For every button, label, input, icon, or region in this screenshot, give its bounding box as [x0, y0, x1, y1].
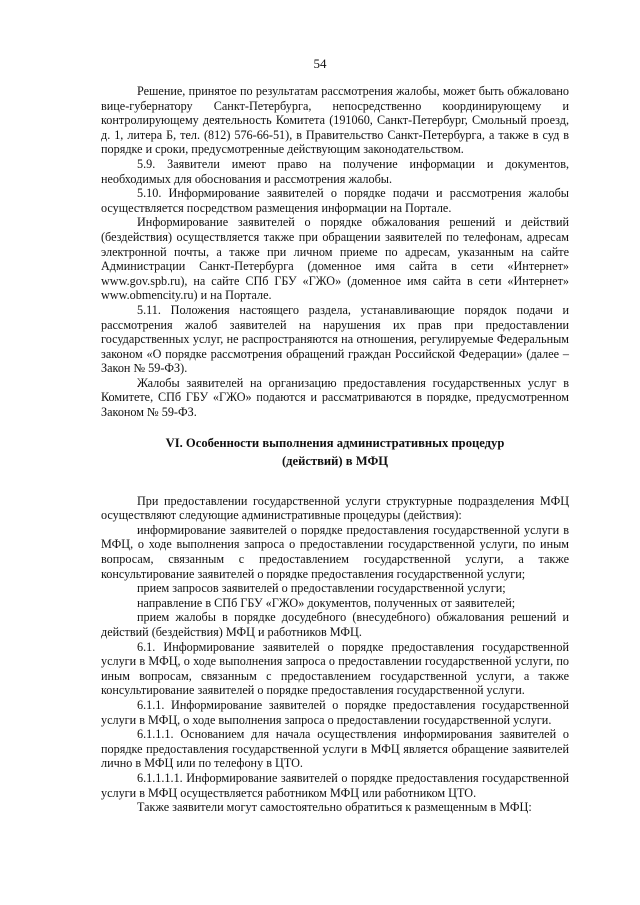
section-heading-line-2: (действий) в МФЦ: [281, 453, 389, 468]
paragraph: Жалобы заявителей на организацию предоставления государственных услуг в Комитете, СПб ГБУ «ГЖО» подаются и рассматриваются в порядке, предусмотренном Законом № 59-ФЗ.: [101, 375, 569, 420]
paragraph: Решение, принятое по результатам рассмотрения жалобы, может быть обжаловано вице-губернатору Санкт-Петербурга, непосредственно координирующему и контролирующему деятельность Комитета (191060, Санкт-Петербург, Смольный проезд, д. 1, литера Б, тел. (812) 576-66-51), в Правительство Санкт-Петербурга, а также в суд в порядке и сроки, предусмотренные действующим законодательством.: [101, 84, 569, 157]
paragraph: 5.10. Информирование заявителей о порядке подачи и рассмотрения жалобы осуществляется посредством размещения информации на Портале.: [101, 186, 569, 215]
paragraph: 5.9. Заявители имеют право на получение информации и документов, необходимых для обоснования и рассмотрения жалобы.: [101, 156, 569, 186]
paragraph: 5.11. Положения настоящего раздела, устанавливающие порядок подачи и рассмотрения жалоб заявителей на нарушения их прав при предоставлении государственных услуг, не распространяются на отношения, регулируемые Федеральным законом «О порядке рассмотрения обращений граждан Российской Федерации» (далее – Закон № 59-ФЗ).: [101, 302, 569, 376]
document-body: [101, 84, 569, 815]
paragraph: 6.1.1. Информирование заявителей о порядке предоставления государственной услуги в МФЦ, о ходе выполнения запроса о предоставлении государственной услуги.: [101, 697, 569, 727]
paragraphs-after-section: [101, 494, 569, 815]
paragraph: направление в СПб ГБУ «ГЖО» документов, полученных от заявителей;: [137, 595, 516, 610]
paragraph: 6.1. Информирование заявителей о порядке предоставления государственной услуги в МФЦ, о ходе выполнения запроса о предоставлении государственной услуги, по иным вопросам, связанным с предоставлением государственной услуги, а также консультирование заявителей о порядке предоставления государственной услуги.: [101, 639, 569, 698]
paragraph: информирование заявителей о порядке предоставления государственной услуги в МФЦ, о ходе выполнения запроса о предоставлении государственной услуги, по иным вопросам, связанным с предоставлением государственной услуги, а также консультирование заявителей о порядке предоставления государственной услуги;: [101, 522, 569, 581]
paragraph: 6.1.1.1. Основанием для начала осуществления информирования заявителей о порядке предоставления государственной услуги в МФЦ является обращение заявителей лично в МФЦ или по телефону в ЦТО.: [101, 727, 569, 771]
paragraph: 6.1.1.1.1. Информирование заявителей о порядке предоставления государственной услуги в МФЦ осуществляется работником МФЦ или работником ЦТО.: [101, 770, 569, 800]
section-heading-line-1: VI. Особенности выполнения административных процедур: [165, 435, 505, 450]
paragraph: Также заявители могут самостоятельно обратиться к размещенным в МФЦ:: [137, 800, 532, 815]
paragraph: прием жалобы в порядке досудебного (внесудебного) обжалования решений и действий (бездействия) МФЦ и работников МФЦ.: [101, 610, 569, 639]
paragraph: прием запросов заявителей о предоставлении государственной услуги;: [137, 581, 506, 596]
spacer: [101, 470, 569, 494]
page-number: 54: [313, 56, 327, 71]
paragraph: Информирование заявителей о порядке обжалования решений и действий (бездействия) осуществляется также при обращении заявителей по телефонам, адресам электронной почты, а также при личном приеме по адресам, указанным на сайте Администрации Санкт-Петербурга (доменное имя сайта в сети «Интернет» www.gov.spb.ru), на сайте СПб ГБУ «ГЖО» (доменное имя сайта в сети «Интернет» www.obmencity.ru) и на Портале.: [101, 215, 569, 303]
paragraph: При предоставлении государственной услуги структурные подразделения МФЦ осуществляют следующие административные процедуры (действия):: [101, 493, 569, 523]
paragraphs-before-section: [101, 84, 569, 420]
section-heading: [101, 434, 569, 470]
